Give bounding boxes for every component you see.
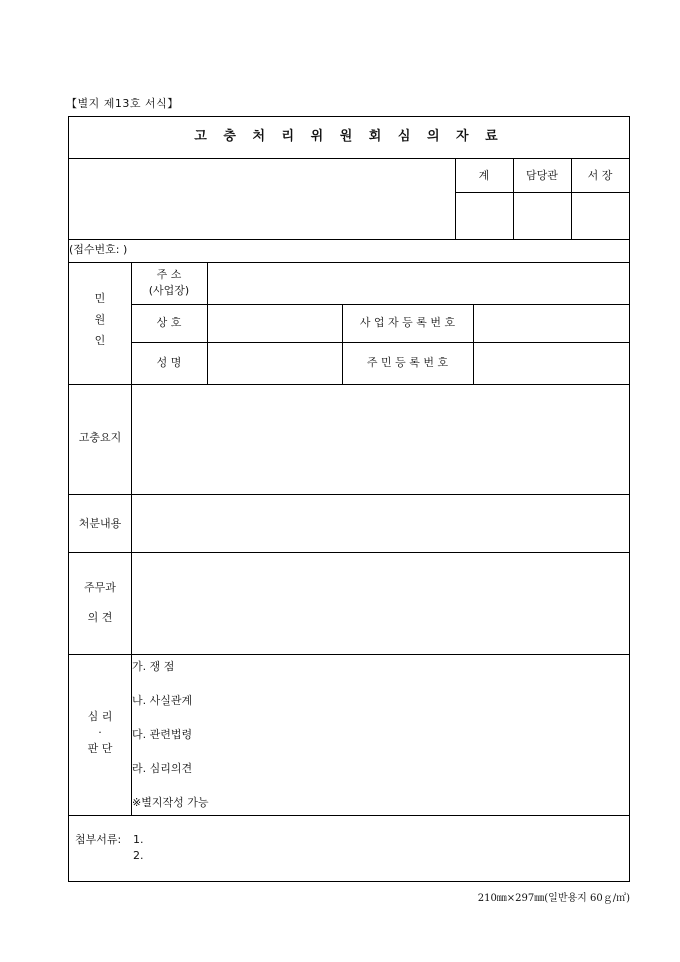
review-form-table bbox=[68, 116, 630, 882]
approval-col-officer: 담당관 bbox=[526, 169, 558, 182]
approval-col-chief: 서 장 bbox=[587, 169, 613, 182]
form-number-label: 【별지 제13호 서식】 bbox=[66, 97, 179, 110]
paper-size-note: 210㎜×297㎜(일반용지 60ｇ/㎡) bbox=[477, 893, 630, 904]
review-label-1: 심 리 bbox=[87, 710, 113, 723]
review-label-2: · bbox=[98, 726, 102, 739]
resident-reg-label: 주 민 등 록 번 호 bbox=[366, 356, 449, 369]
trade-name-label: 상 호 bbox=[156, 316, 182, 329]
resident-reg-field[interactable] bbox=[474, 343, 628, 383]
review-label-3: 판 단 bbox=[87, 742, 113, 755]
address-field[interactable] bbox=[208, 263, 628, 303]
review-item-facts: 나. 사실관계 bbox=[132, 694, 193, 707]
rule bbox=[69, 654, 629, 655]
disposition-field[interactable] bbox=[132, 495, 628, 551]
rule bbox=[69, 239, 629, 240]
rule bbox=[69, 815, 629, 816]
grievance-summary-field[interactable] bbox=[132, 385, 628, 493]
address-sub-label: (사업장) bbox=[148, 284, 190, 297]
review-item-opinion: 라. 심리의견 bbox=[132, 762, 193, 775]
name-field[interactable] bbox=[208, 343, 341, 383]
business-reg-label: 사 업 자 등 록 번 호 bbox=[359, 316, 456, 329]
attachment-item-2: 2. bbox=[133, 849, 144, 862]
attachment-item-1: 1. bbox=[133, 833, 144, 846]
applicant-label-3: 인 bbox=[94, 334, 106, 347]
trade-name-field[interactable] bbox=[208, 305, 341, 341]
approval-sign-officer[interactable] bbox=[514, 193, 570, 238]
opinion-label-2: 의 견 bbox=[87, 611, 113, 624]
name-label: 성 명 bbox=[156, 356, 182, 369]
opinion-label-1: 주무과 bbox=[84, 581, 116, 594]
review-item-laws: 다. 관련법령 bbox=[132, 728, 193, 741]
attachments-label: 첨부서류: bbox=[75, 833, 122, 846]
disposition-label: 처분내용 bbox=[78, 517, 122, 530]
business-reg-field[interactable] bbox=[474, 305, 628, 341]
rule bbox=[69, 158, 629, 159]
receipt-number: (접수번호: ) bbox=[69, 243, 128, 256]
approval-col-staff: 계 bbox=[478, 169, 490, 182]
approval-sign-staff[interactable] bbox=[456, 193, 512, 238]
review-note: ※별지작성 가능 bbox=[132, 796, 209, 809]
grievance-summary-label: 고충요지 bbox=[78, 431, 122, 444]
applicant-label-1: 민 bbox=[94, 292, 106, 305]
review-item-issue: 가. 쟁 점 bbox=[132, 660, 175, 673]
opinion-field[interactable] bbox=[132, 553, 628, 653]
applicant-label-2: 원 bbox=[94, 313, 106, 326]
approval-sign-chief[interactable] bbox=[572, 193, 628, 238]
address-label: 주 소 bbox=[156, 268, 182, 281]
form-title: 고 충 처 리 위 원 회 심 의 자 료 bbox=[194, 129, 504, 144]
